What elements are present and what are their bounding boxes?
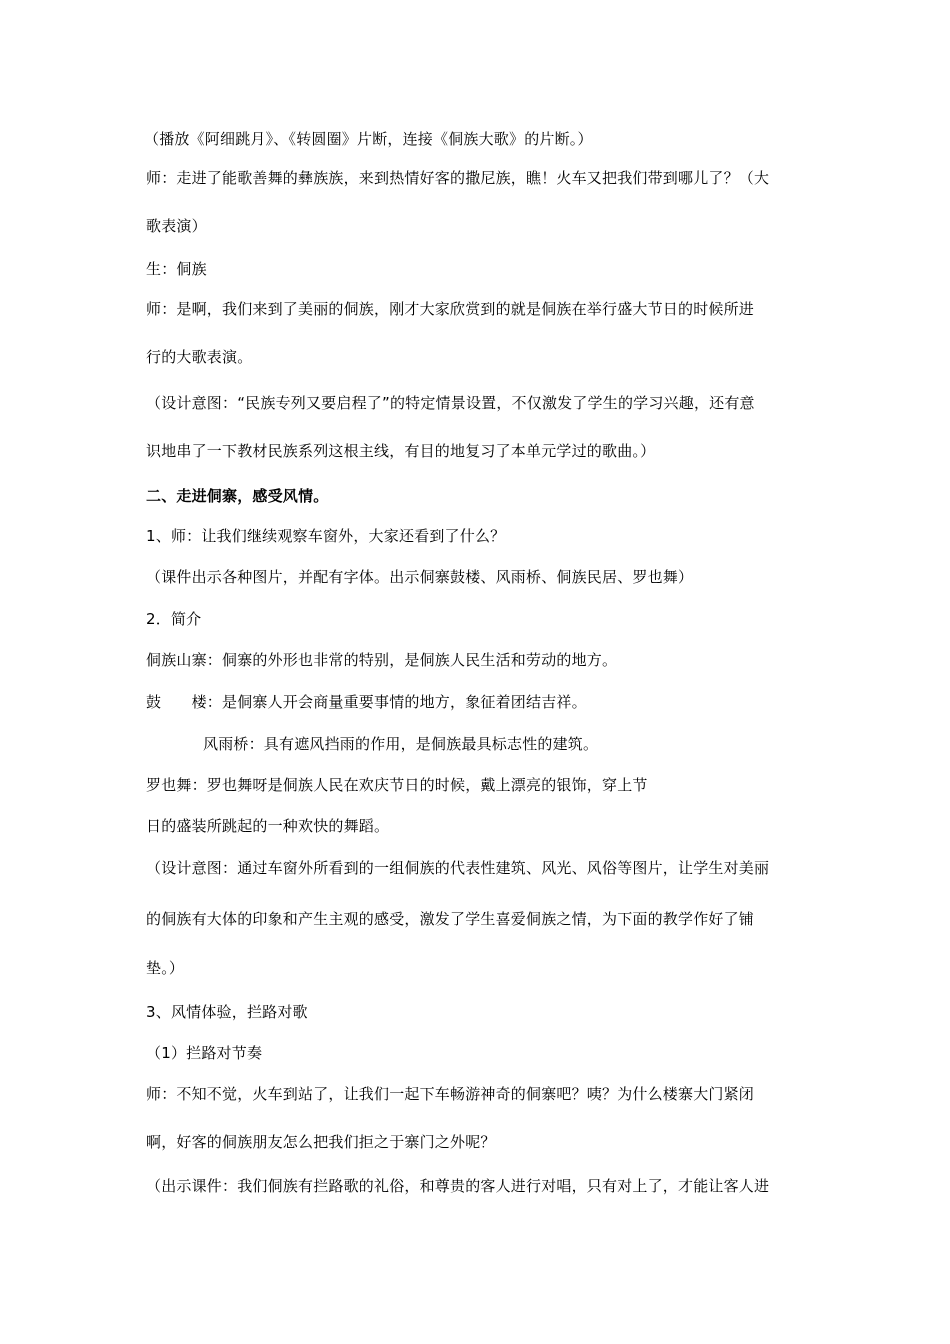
text-line: （设计意图：“民族专列又要启程了”的特定情景设置，不仅激发了学生的学习兴趣，还有意 bbox=[146, 394, 755, 412]
text-line: 鼓 楼：是侗寨人开会商量重要事情的地方，象征着团结吉祥。 bbox=[146, 693, 587, 711]
text-line: 侗族山寨：侗寨的外形也非常的特别，是侗族人民生活和劳动的地方。 bbox=[146, 651, 618, 669]
text-line: 师：不知不觉，火车到站了，让我们一起下车畅游神奇的侗寨吧？咦？为什么楼寨大门紧闭 bbox=[146, 1085, 755, 1103]
text-line: 垫。） bbox=[146, 959, 185, 977]
text-line: 生：侗族 bbox=[146, 260, 207, 278]
text-line: 2．简介 bbox=[146, 610, 202, 628]
text-line: 识地串了一下教材民族系列这根主线，有目的地复习了本单元学过的歌曲。） bbox=[146, 442, 656, 460]
text-line: 1、师：让我们继续观察车窗外，大家还看到了什么？ bbox=[146, 527, 506, 545]
text-line: （1）拦路对节奏 bbox=[146, 1044, 263, 1062]
text-line: 日的盛装所跳起的一种欢快的舞蹈。 bbox=[146, 817, 390, 835]
text-line: （课件出示各种图片，并配有字体。出示侗寨鼓楼、风雨桥、侗族民居、罗也舞） bbox=[146, 568, 694, 586]
text-line: 啊，好客的侗族朋友怎么把我们拒之于寨门之外呢？ bbox=[146, 1133, 496, 1151]
text-line: 行的大歌表演。 bbox=[146, 348, 253, 366]
section-heading: 二、走进侗寨，感受风情。 bbox=[146, 487, 329, 505]
text-line: 师：是啊，我们来到了美丽的侗族，刚才大家欣赏到的就是侗族在举行盛大节日的时候所进 bbox=[146, 300, 755, 318]
text-line: 3、风情体验，拦路对歌 bbox=[146, 1003, 308, 1021]
text-line: 师：走进了能歌善舞的彝族族，来到热情好客的撒尼族，瞧！火车又把我们带到哪儿了？（大 bbox=[146, 169, 770, 187]
text-line: 歌表演） bbox=[146, 217, 207, 235]
text-line: 的侗族有大体的印象和产生主观的感受，激发了学生喜爱侗族之情，为下面的教学作好了铺 bbox=[146, 910, 755, 928]
text-line: 罗也舞：罗也舞呀是侗族人民在欢庆节日的时候，戴上漂亮的银饰，穿上节 bbox=[146, 776, 648, 794]
text-line: （出示课件：我们侗族有拦路歌的礼俗，和尊贵的客人进行对唱，只有对上了，才能让客人进 bbox=[146, 1177, 770, 1195]
text-line: （设计意图：通过车窗外所看到的一组侗族的代表性建筑、风光、风俗等图片，让学生对美丽 bbox=[146, 859, 770, 877]
text-line: （播放《阿细跳月》、《转圆圈》片断，连接《侗族大歌》的片断。） bbox=[144, 130, 593, 148]
text-line: 风雨桥：具有遮风挡雨的作用，是侗族最具标志性的建筑。 bbox=[203, 735, 599, 753]
